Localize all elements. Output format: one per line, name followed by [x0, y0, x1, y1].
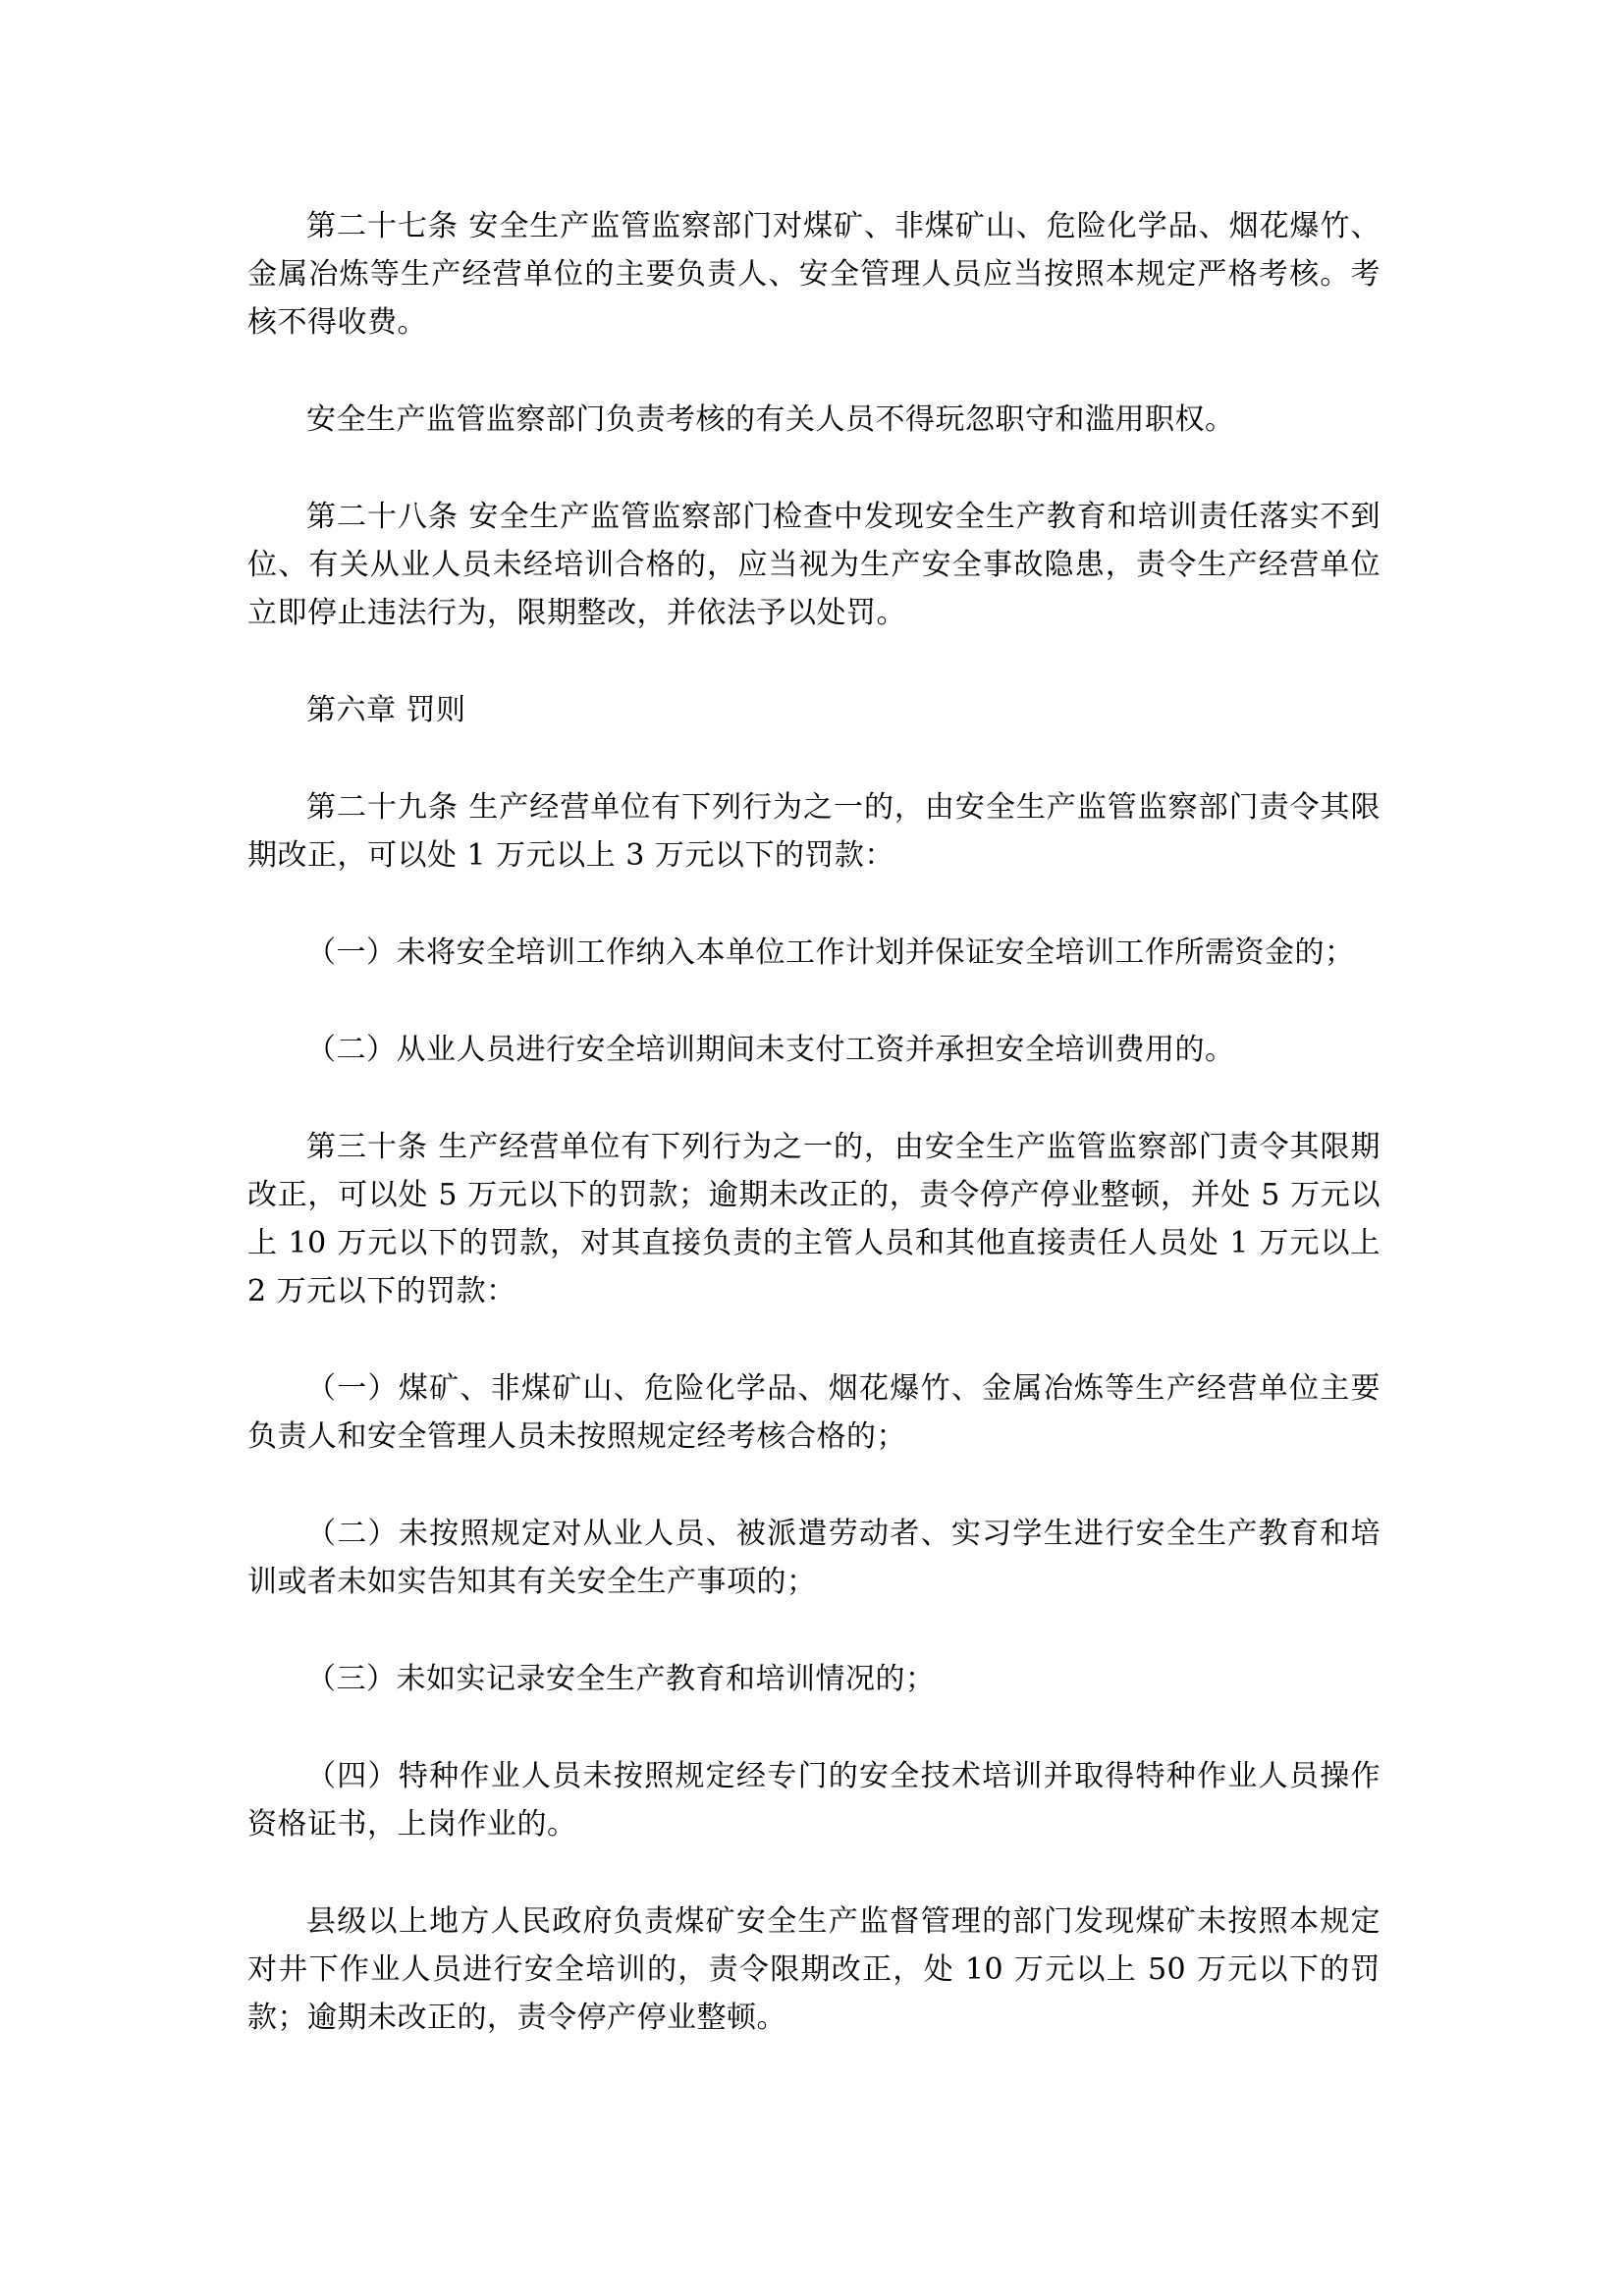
article-29-item-2: （二）从业人员进行安全培训期间未支付工资并承担安全培训费用的。 [306, 1033, 1235, 1067]
article-27-paragraph: 第二十七条 安全生产监管监察部门对煤矿、非煤矿山、危险化学品、烟花爆竹、金属冶炼等生产经营单位的主要负责人、安全管理人员应当按照本规定严格考核。考核不得收费。 [247, 209, 1380, 340]
article-30-item-4: （四）特种作业人员未按照规定经专门的安全技术培训并取得特种作业人员操作资格证书，上岗作业的。 [247, 1759, 1380, 1842]
chapter-heading: 第六章 罚则 [306, 693, 466, 727]
coal-mine-supervision-paragraph: 县级以上地方人民政府负责煤矿安全生产监督管理的部门发现煤矿未按照本规定对井下作业人员进行安全培训的，责令限期改正，处 10 万元以上 50 万元以下的罚款；逾期未改正的，责令停产停业整顿。 [247, 1904, 1380, 2035]
article-30-paragraph: 第三十条 生产经营单位有下列行为之一的，由安全生产监管监察部门责令其限期改正，可以处 5 万元以下的罚款；逾期未改正的，责令停产停业整顿，并处 5 万元以上 10 万元以下的罚款，对其直接负责的主管人员和其他直接责任人员处 1 万元以上 2 万元以下的罚款： [247, 1130, 1380, 1308]
article-30-item-1: （一）煤矿、非煤矿山、危险化学品、烟花爆竹、金属冶炼等生产经营单位主要负责人和安全管理人员未按照规定经考核合格的； [247, 1371, 1380, 1454]
document-body [247, 202, 1380, 2042]
article-29-item-1: （一）未将安全培训工作纳入本单位工作计划并保证安全培训工作所需资金的； [306, 935, 1355, 970]
article-29-paragraph: 第二十九条 生产经营单位有下列行为之一的，由安全生产监管监察部门责令其限期改正，可以处 1 万元以上 3 万元以下的罚款： [247, 790, 1380, 873]
article-30-item-2: （二）未按照规定对从业人员、被派遣劳动者、实习学生进行安全生产教育和培训或者未如实告知其有关安全生产事项的； [247, 1517, 1380, 1599]
article-28-paragraph: 第二十八条 安全生产监管监察部门检查中发现安全生产教育和培训责任落实不到位、有关从业人员未经培训合格的，应当视为生产安全事故隐患，责令生产经营单位立即停止违法行为，限期整改，并依法予以处罚。 [247, 500, 1380, 630]
article-30-item-3: （三）未如实记录安全生产教育和培训情况的； [306, 1662, 936, 1696]
article-27-supplement-paragraph: 安全生产监管监察部门负责考核的有关人员不得玩忽职守和滥用职权。 [306, 402, 1235, 437]
